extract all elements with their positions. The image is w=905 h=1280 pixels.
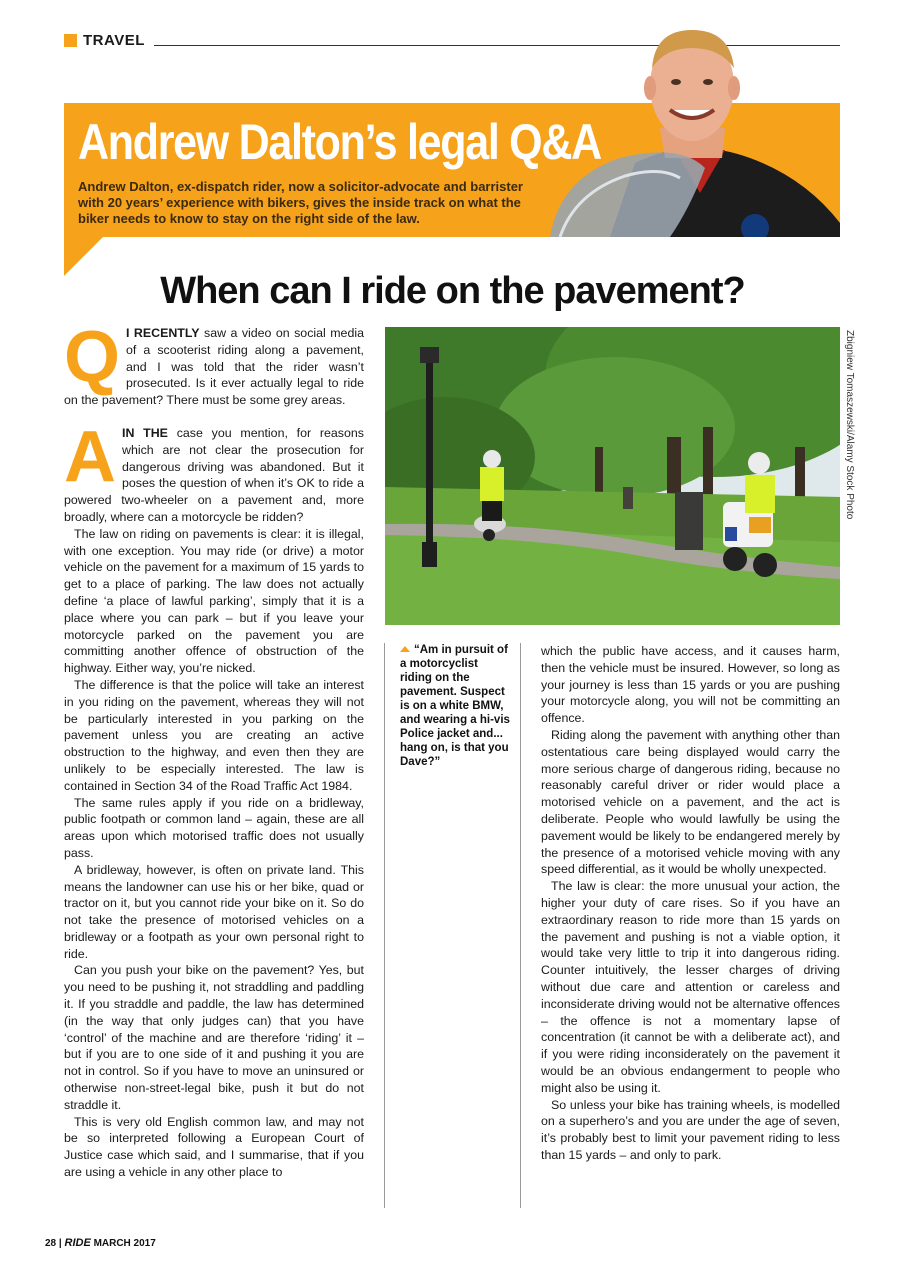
body-paragraph: Can you push your bike on the pavement? Yes, but you need to be pushing it, not straddling and paddling it. If you straddle and paddle, the law has determined (in the way that only judges can) that you have ‘control’ of the machine and are therefore ‘riding’ it – but if you are to one side of it and pushing it you are not in control. So if you have to move an uninsured or otherwise non-street-legal bike, push it but do not straddle it.	[64, 963, 364, 1112]
body-paragraph: Riding along the pavement with anything other than ostentatious care being displayed would carry the more serious charge of dangerous riding, because no reasonably careful driver or rider would place a motorised vehicle on a pavement, and the act is deliberate. People who would lawfully be using the pavement would be likely to be endangered merely by the presence of a motorised vehicle moving with any speed differential, as it would be wholly unexpected.	[541, 727, 840, 877]
question-dropcap: Q	[64, 317, 121, 397]
body-paragraph: The difference is that the police will take an interest in you riding on the pavement, whereas they will not be particularly interested in you parking on the pavement unless you are creating an active obstruction to the highway, and even then they are unlikely to be especially interested. The law is contained in Section 34 of the Road Traffic Act 1984.	[64, 677, 364, 793]
question-paragraph	[64, 317, 364, 409]
column-divider	[520, 643, 521, 1208]
banner-subtitle: Andrew Dalton, ex-dispatch rider, now a solicitor-advocate and barrister with 20 years’ experience with bikers, gives the inside track on what the biker needs to know to stay on the right side of the law.	[78, 179, 523, 226]
column-divider	[384, 643, 385, 1208]
section-square-icon	[64, 34, 77, 47]
body-paragraph: So unless your bike has training wheels, is modelled on a superhero’s and you are under the age of seven, it’s probably best to limit your pavement riding to less than 15 yards – and only to park.	[541, 1097, 840, 1162]
body-paragraph: A bridleway, however, is often on private land. This means the landowner can use his or her bike, quad or tractor on it, but you cannot ride your bike on it. So do not take the presence of motorised vehicles on a bridleway or a footpath as your own personal right to ride.	[64, 862, 364, 961]
page-footer	[45, 1237, 156, 1249]
photo-caption	[400, 643, 512, 769]
banner-title: Andrew Dalton’s legal Q&A	[78, 114, 601, 170]
headline: When can I ride on the pavement?	[160, 270, 745, 312]
body-paragraph: The same rules apply if you ride on a bridleway, public footpath or common land – again, these are all areas upon which motorised traffic does not usually pass.	[64, 795, 364, 860]
magazine-name: RIDE	[64, 1237, 91, 1249]
question-text: saw a video on social media of a scooterist riding along a pavement, and I was told that the rider wasn’t prosecuted. Is it ever actually legal to ride on the pavement? There must be some grey areas.	[64, 326, 364, 408]
answer-lead: IN THE	[122, 425, 168, 440]
section-label: TRAVEL	[83, 32, 145, 49]
author-portrait	[540, 18, 840, 237]
footer-separator: |	[58, 1238, 62, 1249]
body-paragraph: The law on riding on pavements is clear: it is illegal, with one exception. You may ride (or drive) a motor vehicle on the pavement for a maximum of 15 yards to get to a place of parking. The law does not actually define ‘a place of lawful parking’, simply that it is a place where you can park – but if you leave your motorcycle parked on the pavement you are committing another offence of obstruction of the highway. Either way, you’re nicked.	[64, 526, 364, 676]
left-column	[64, 317, 364, 1181]
photo-credit-text: Zbigniew Tomaszewski/Alamy Stock Photo	[844, 330, 855, 520]
body-paragraph: The law is clear: the more unusual your action, the higher your duty of care rises. So if you have an extraordinary reason to ride more than 15 yards on the pavement and pushing is not a viable option, it would take very little to trip it into dangerous riding. Counter intuitively, the lesser charges of driving without due care and attention or careless and inconsiderate driving would not be alternative offences – the offence is not a momentary lapse of concentration (it cannot be with a deliberate act), and if you were riding inconsiderately on the pavement it would be an obvious endangerment to people who might also be using it.	[541, 879, 840, 1095]
body-paragraph: which the public have access, and it causes harm, then the vehicle must be insured. However, so long as your journey is less than 15 yards or you are pushing your motorcycle along, you will not be committing an offence.	[541, 644, 840, 726]
answer-dropcap: A	[64, 416, 116, 497]
photo-credit	[842, 330, 856, 630]
right-column	[541, 643, 840, 1164]
body-paragraph: This is very old English common law, and may not be so interpreted following a European Court of Justice case which said, and I summarise, that if you are using a vehicle in any other place to	[64, 1114, 364, 1180]
answer-text: case you mention, for reasons which are not clear the prosecution for dangerous driving was abandoned. But it poses the question of when it’s OK to ride a powered two-wheeler on a pavement and, more broadly, where can a motorcycle be ridden?	[64, 425, 364, 524]
page-number: 28	[45, 1238, 57, 1249]
police-motorcycle-photo	[385, 327, 840, 625]
question-lead: I RECENTLY	[126, 326, 200, 340]
caption-triangle-icon	[400, 646, 410, 652]
issue-date: MARCH 2017	[93, 1238, 156, 1249]
answer-paragraph	[64, 416, 364, 526]
caption-text: “Am in pursuit of a motorcyclist riding on the pavement. Suspect is on a white BMW, and wearing a hi-vis Police jacket and... hang on, is that you Dave?”	[400, 644, 510, 768]
